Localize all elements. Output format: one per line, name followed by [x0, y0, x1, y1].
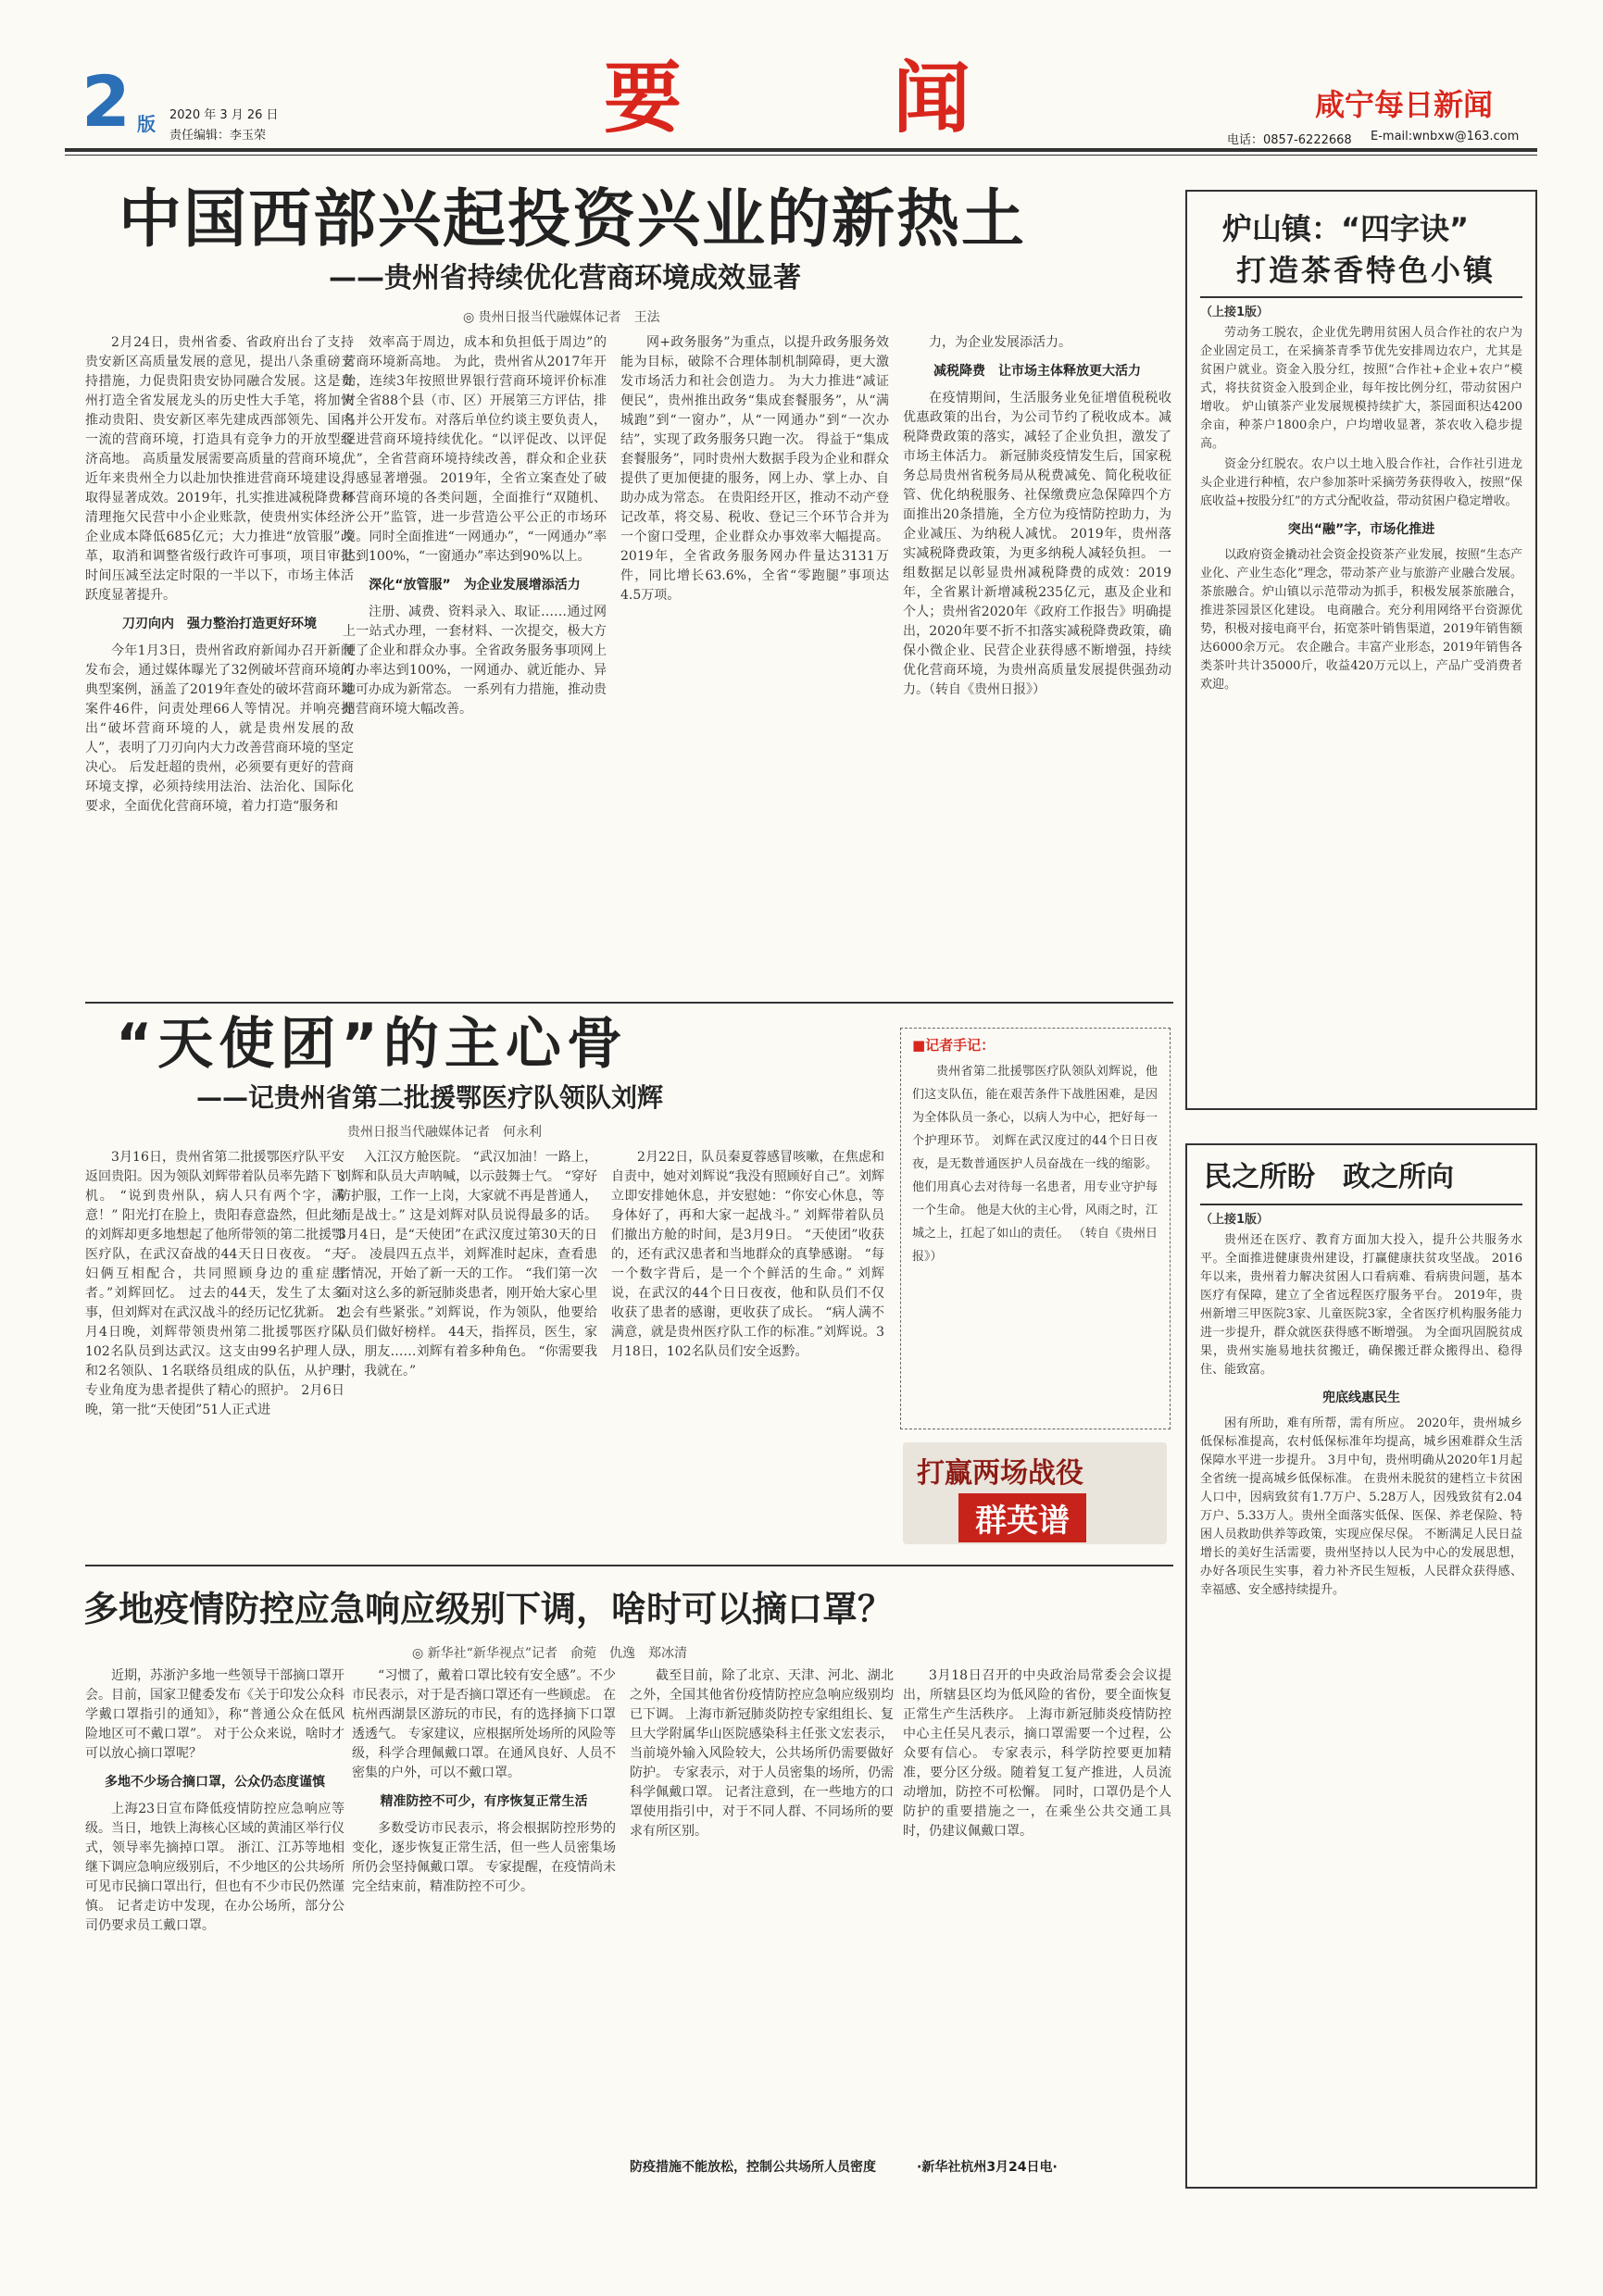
issue-date: 2020 年 3 月 26 日 [169, 108, 279, 122]
contact-email: E-mail:wnbxw@163.com [1371, 130, 1520, 144]
article2-col3 [611, 1148, 884, 1555]
article3-signoff: ·新华社杭州3月24日电· [917, 2160, 1058, 2175]
article3-col3-text: 截至目前，除了北京、天津、河北、湖北之外，全国其他省份疫情防控应急响应级别均已下调。 上海市新冠肺炎防控专家组组长、复旦大学附属华山医院感染科主任张文宏表示，当前境外输入风险较大，公共场所仍需要做好防护。 专家表示，对于人员密集的场所，仍需科学佩戴口罩。 记者注意到，在一些地方的口罩使用指引中，对于不同人群、不同场所的要求有所区别。 [630, 1668, 894, 1839]
article2-col1 [85, 1148, 344, 1555]
article3-col1 [85, 1666, 344, 2185]
masthead [0, 0, 1603, 148]
contact-phone: 电话：0857-6222668 [1227, 133, 1352, 147]
article2-byline: 贵州日报当代融媒体记者 何永利 [347, 1125, 542, 1140]
article1-byline: ◎ 贵州日报当代融媒体记者 王法 [463, 310, 660, 325]
article1-col1-text-b: 今年1月3日，贵州省政府新闻办召开新闻发布会，通过媒体曝光了32例破坏营商环境的典型案例，涵盖了2019年查处的破坏营商环境案件46件，问责处理66人等情况。并响亮提出“破坏营商环境的人，就是贵州发展的敌人”，表明了刀刃向内大力改善营商环境的坚定决心。 后发赶超的贵州，必须要有更好的营商环境支撑，必须持续用法治、法治化、国际化要求，全面优化营商环境，着力打造“服务和 [85, 643, 354, 814]
promo-line2: 群英谱 [958, 1493, 1086, 1542]
article3-subhead-1: 多地不少场合摘口罩，公众仍态度谨慎 [105, 1775, 325, 1790]
editor-credit: 责任编辑：李玉荣 [169, 129, 267, 143]
article1-col3-text: 网+政务服务”为重点，以提升政务服务效能为目标，破除不合理体制机制障碍，更大激发市场活力和社会创造力。 为大力推进“减证便民”，贵州推出政务“集成套餐服务”，从“满城跑”到“一窗办”，从“一网通办”到“一次办结”，实现了政务服务只跑一次。 得益于“集成套餐服务”，同时贵州大数据手段为企业和群众提供了更加便捷的服务，网上办、掌上办、自助办成为常态。 在贵阳经开区，推动不动产登记改革，将交易、税收、登记三个环节合并为一个窗口受理，企业群众办事效率大幅提高。 2019年，全省政务服务网办件量达3131万件，同比增长63.6%，全省“零跑腿”事项达4.5万项。 [620, 335, 889, 603]
article2-title: “天使团”的主心骨 [116, 1012, 628, 1077]
sidebar2-para-1: 贵州还在医疗、教育方面加大投入，提升公共服务水平。全面推进健康贵州建设，打赢健康扶贫攻坚战。 2016年以来，贵州着力解决贫困人口看病难、看病贵问题，基本医疗有保障，建立了全省远程医疗服务平台。 2019年，贵州新增三甲医院3家、儿童医院3家，全省医疗机构服务能力进一步提升，群众就医获得感不断增强。 为全面巩固脱贫成果，贵州实施易地扶贫搬迁，确保搬迁群众搬得出、稳得住、能致富。 [1200, 1233, 1522, 1377]
article1-col4-text: 力，为企业发展添活力。 [929, 335, 1071, 350]
page-number: 2 [81, 60, 131, 143]
article3-col1-text-b: 上海23日宣布降低疫情防控应急响应等级。当日，地铁上海核心区域的黄浦区举行仪式，领导率先摘掉口罩。 浙江、江苏等地相继下调应急响应级别后，不少地区的公共场所可见市民摘口罩出行，但也有不少市民仍然谨慎。 记者走访中发现，在办公场所，部分公司仍要求员工戴口罩。 [85, 1802, 344, 1933]
sidebar1-continued: （上接1版） [1200, 306, 1270, 319]
sidebar1-title-line1: 炉山镇：“四字诀” [1222, 211, 1470, 246]
sidebar1-subhead: 突出“融”字，市场化推进 [1287, 522, 1435, 537]
article1-col2-text: 效率高于周边，成本和负担低于周边”的营商环境新高地。 为此，贵州省从2017年开始，连续3年按照世界银行营商环境评价标准对全省88个县（市、区）开展第三方评估，排名并公开发布。对落后单位约谈主要负责人，促进营商环境持续优化。“以评促改、以评促优”，全省营商环境持续改善，群众和企业获得感显著增强。 2019年，全省立案查处了破坏营商环境的各类问题，全面推行“双随机、一公开”监管，进一步营造公平公正的市场环境。同时全面推进“一网通办”，“一网通办”率达到100%，“一窗通办”率达到90%以上。 [343, 335, 607, 564]
article1-subhead-2: 深化“放管服” 为企业发展增添活力 [369, 578, 581, 593]
sidebar1-body [1200, 304, 1522, 1095]
reporter-note-text: 贵州省第二批援鄂医疗队领队刘辉说，他们这支队伍，能在艰苦条件下战胜困难，是因为全体队员一条心，以病人为中心，把好每一个护理环节。 刘辉在武汉度过的44个日日夜夜，是无数普通医护人员奋战在一线的缩影。 他们用真心去对待每一名患者，用专业守护每一个生命。 他是大伙的主心骨，风雨之时，江城之上，扛起了如山的责任。 （转自《贵州日报》） [912, 1065, 1158, 1264]
article1-subhead-3: 减税降费 让市场主体释放更大活力 [933, 364, 1141, 379]
article3-byline: ◎ 新华社“新华视点”记者 俞菀 仇逸 郑冰清 [412, 1646, 687, 1661]
article1-col4-text-b: 在疫情期间，生活服务业免征增值税税收优惠政策的出台，为公司节约了税收成本。减税降费政策的落实，减轻了企业负担，激发了市场主体活力。 新冠肺炎疫情发生后，国家税务总局贵州省税务局从税费减免、简化税收征管、优化纳税服务、社保缴费应急保障四个方面推出20条措施，全方位为疫情防控助力，为企业减压、为纳税人减忧。 2019年，贵州落实减税降费政策，为更多纳税人减轻负担。 一组数据足以彰显贵州减税降费的成效：2019年，全省累计新增减税235亿元，惠及企业和个人；贵州省2020年《政府工作报告》明确提出，2020年要不折不扣落实减税降费政策，确保小微企业、民营企业获得感不断增强，持续优化营商环境，为贵州高质量发展提供强劲动力。（转自《贵州日报》） [903, 391, 1171, 697]
article1-subhead-1: 刀刃向内 强力整治打造更好环境 [122, 617, 317, 631]
article2-col3-text: 2月22日，队员秦夏蓉感冒咳嗽，在焦虑和自责中，她对刘辉说“我没有照顾好自己”。刘辉立即安排她休息，并安慰她：“你安心休息，等身体好了，再和大家一起战斗。” 刘辉带着队员们撤出方舱的时间，是3月9日。 “天使团”收获的，还有武汉患者和当地群众的真挚感谢。 “每一个数字背后，是一个个鲜活的生命。” 刘辉说，在武汉的44个日日夜夜，他和队员们不仅收获了患者的感谢，更收获了成长。 “病人满不满意，就是贵州医疗队工作的标准。”刘辉说。3月18日，102名队员们安全返黔。 [611, 1150, 884, 1359]
section-title: 要 闻 [603, 52, 989, 144]
divider-article2 [85, 1565, 1173, 1566]
sidebar2-subhead: 兜底线惠民生 [1322, 1391, 1400, 1405]
sidebar1-para-3: 以政府资金撬动社会资金投资茶产业发展，按照“生态产业化、产业生态化”理念，带动茶产业与旅游产业融合发展。 茶旅融合。炉山镇以示范带动为抓手，积极发展茶旅融合，推进茶园景区化建设。 电商融合。充分利用网络平台资源优势，积极对接电商平台，拓宽茶叶销售渠道，2019年销售额达6000余万元。 农企融合。丰富产业形态，2019年销售各类茶叶共计35000斤，收益420万元以上，产品广受消费者欢迎。 [1200, 548, 1522, 692]
article3-subhead-2: 精准防控不可少，有序恢复正常生活 [380, 1794, 588, 1809]
reporter-note-body [912, 1060, 1158, 1421]
article2-col2 [338, 1148, 597, 1555]
article3-col2-text-b: 多数受访市民表示，将会根据防控形势的变化，逐步恢复正常生活，但一些人员密集场所仍会坚持佩戴口罩。 专家提醒，在疫情尚未完全结束前，精准防控不可少。 [352, 1821, 616, 1894]
promo-banner [903, 1442, 1167, 1544]
page-suffix: 版 [137, 113, 156, 135]
article1-subtitle: ——贵州省持续优化营商环境成效显著 [329, 262, 801, 294]
masthead-rule-thin [65, 155, 1537, 156]
sidebar2-body [1200, 1211, 1522, 2174]
sidebar2-title: 民之所盼 政之所向 [1204, 1161, 1454, 1193]
sidebar2-continued: （上接1版） [1200, 1213, 1270, 1227]
masthead-rule-thick [65, 148, 1537, 152]
sidebar2-para-2: 困有所助，难有所帮，需有所应。 2020年，贵州城乡低保标准提高，农村低保标准年均提高，城乡困难群众生活保障水平进一步提升。 3月中旬，贵州明确从2020年1月起全省统一提高城乡低保标准。 在贵州未脱贫的建档立卡贫困人口中，因病致贫有1.7万户、5.28万人，因残致贫有2.04万户、5.33万人。贵州全面落实低保、医保、养老保险、特困人员救助供养等政策，实现应保尽保。 不断满足人民日益增长的美好生活需要，贵州坚持以人民为中心的发展思想，办好各项民生实事，着力补齐民生短板，人民群众获得感、幸福感、安全感持续提升。 [1200, 1416, 1522, 1597]
article2-subtitle: ——记贵州省第二批援鄂医疗队领队刘辉 [196, 1082, 664, 1113]
paper-name: 咸宁每日新闻 [1315, 87, 1494, 122]
sidebar1-title-line2: 打造茶香特色小镇 [1236, 253, 1497, 288]
article3-col3 [630, 1666, 894, 2185]
sidebar1-para-1: 劳动务工脱农，企业优先聘用贫困人员合作社的农户为企业固定员工，在采摘茶青季节优先安排周边农户，尤其是贫困户就业。资金入股分红，按照“合作社+企业+农户”模式，将扶贫资金入股到企业，每年按比例分红，带动贫困户增收。 炉山镇茶产业发展规模持续扩大，茶园面积达4200余亩，种茶户1800余户，户均增收显著，茶农收入稳步提高。 [1200, 326, 1522, 451]
promo-line1: 打赢两场战役 [917, 1457, 1083, 1490]
article3-col4 [903, 1666, 1171, 2139]
article1-col2-text-b: 注册、减费、资料录入、取证……通过网上一站式办理，一套材料、一次提交，极大方便了企业和群众办事。全省政务服务事项网上可办率达到100%，一网通办、就近能办、异地可办成为新常态。 一系列有力措施，推动贵州营商环境大幅改善。 [343, 605, 607, 717]
article3-title: 多地疫情防控应急响应级别下调，啥时可以摘口罩？ [83, 1589, 894, 1629]
article3-col2 [352, 1666, 616, 2185]
sidebar1-para-2: 资金分红脱农。农户以土地入股合作社，合作社引进龙头企业进行种植，农户参加茶叶采摘劳务获得收入，按照“保底收益+按股分红”的方式分配收益，带动贫困户稳定增收。 [1200, 457, 1522, 508]
article3-footer-line: 防疫措施不能放松，控制公共场所人员密度 [630, 2160, 876, 2175]
article3-col4-text: 3月18日召开的中央政治局常委会会议提出，所辖县区均为低风险的省份，要全面恢复正常生产生活秩序。 上海市新冠肺炎疫情防控中心主任吴凡表示，摘口罩需要一个过程，公众要有信心。 专家表示，科学防控要更加精准，要分区分级。随着复工复产推进，人员流动增加，防控不可松懈。 同时，口罩仍是个人防护的重要措施之一，在乘坐公共交通工具时，仍建议佩戴口罩。 [903, 1668, 1171, 1839]
article2-col1-text: 3月16日，贵州省第二批援鄂医疗队平安返回贵阳。因为领队刘辉带着队员率先踏下飞机。 “说到贵州队，病人只有两个字，满意！” 阳光打在脸上，贵阳春意盎然，但此刻的刘辉却更多地想起了他所带领的第二批援鄂医疗队，在武汉奋战的44天日日夜夜。 “夫妇俩互相配合，共同照顾身边的重症患者。”刘辉回忆。 过去的44天，发生了太多事，但刘辉对在武汉战斗的经历记忆犹新。 2月4日晚，刘辉带领贵州第二批援鄂医疗队102名队员到达武汉。这支由99名护理人员和2名领队、1名联络员组成的队伍，从护理专业角度为患者提供了精心的照护。 2月6日晚，第一批“天使团”51人正式进 [85, 1150, 344, 1417]
sidebar2-title-rule [1200, 1204, 1522, 1205]
article3-col1-text: 近期，苏浙沪多地一些领导干部摘口罩开会。目前，国家卫健委发布《关于印发公众科学戴口罩指引的通知》，称“普通公众在低风险地区可不戴口罩”。 对于公众来说，啥时才可以放心摘口罩呢？ [85, 1668, 344, 1761]
sidebar1-title-rule [1200, 296, 1522, 298]
article1-title: 中国西部兴起投资兴业的新热土 [119, 183, 1027, 256]
article2-col2-text: 入江汉方舱医院。 “武汉加油！一路上，刘辉和队员大声呐喊，以示鼓舞士气。 “穿好防护服，工作一上岗，大家就不再是普通人，而是战士。” 这是刘辉对队员说得最多的话。 3月4日，是“天使团”在武汉度过第30天的日子。 凌晨四五点半，刘辉准时起床，查看患者情况，开始了新一天的工作。 “我们第一次面对这么多的新冠肺炎患者，刚开始大家心里也会有些紧张。”刘辉说，作为领队，他要给队员们做好榜样。 44天，指挥员，医生，家人，朋友……刘辉有着多种角色。 “你需要我时，我就在。” [338, 1150, 597, 1379]
reporter-note-title: ■记者手记： [912, 1037, 996, 1054]
article3-col2-text: “习惯了，戴着口罩比较有安全感”。不少市民表示，对于是否摘口罩还有一些顾虑。 在杭州西湖景区游玩的市民，有的选择摘下口罩透透气。 专家建议，应根据所处场所的风险等级，科学合理佩戴口罩。在通风良好、人员不密集的户外，可以不戴口罩。 [352, 1668, 616, 1780]
article1-col3 [620, 333, 889, 1167]
divider-article1 [85, 1002, 1173, 1004]
article1-col1-text: 2月24日，贵州省委、省政府出台了支持贵安新区高质量发展的意见，提出八条重磅支持措施，力促贵阳贵安协同融合发展。这是贵州打造全省发展龙头的历史性大手笔，将加快推动贵阳、贵安新区率先建成西部领先、国内一流的营商环境，打造具有竞争力的开放型经济高地。 高质量发展需要高质量的营商环境，近年来贵州全力以赴加快推进营商环境建设，取得显著成效。2019年，扎实推进减税降费和清理拖欠民营中小企业账款，使贵州实体经济企业成本降低685亿元；大力推进“放管服”改革，取消和调整省级行政许可事项，项目审批时间压减至法定时限的一半以下，市场主体活跃度显著提升。 [85, 335, 354, 603]
